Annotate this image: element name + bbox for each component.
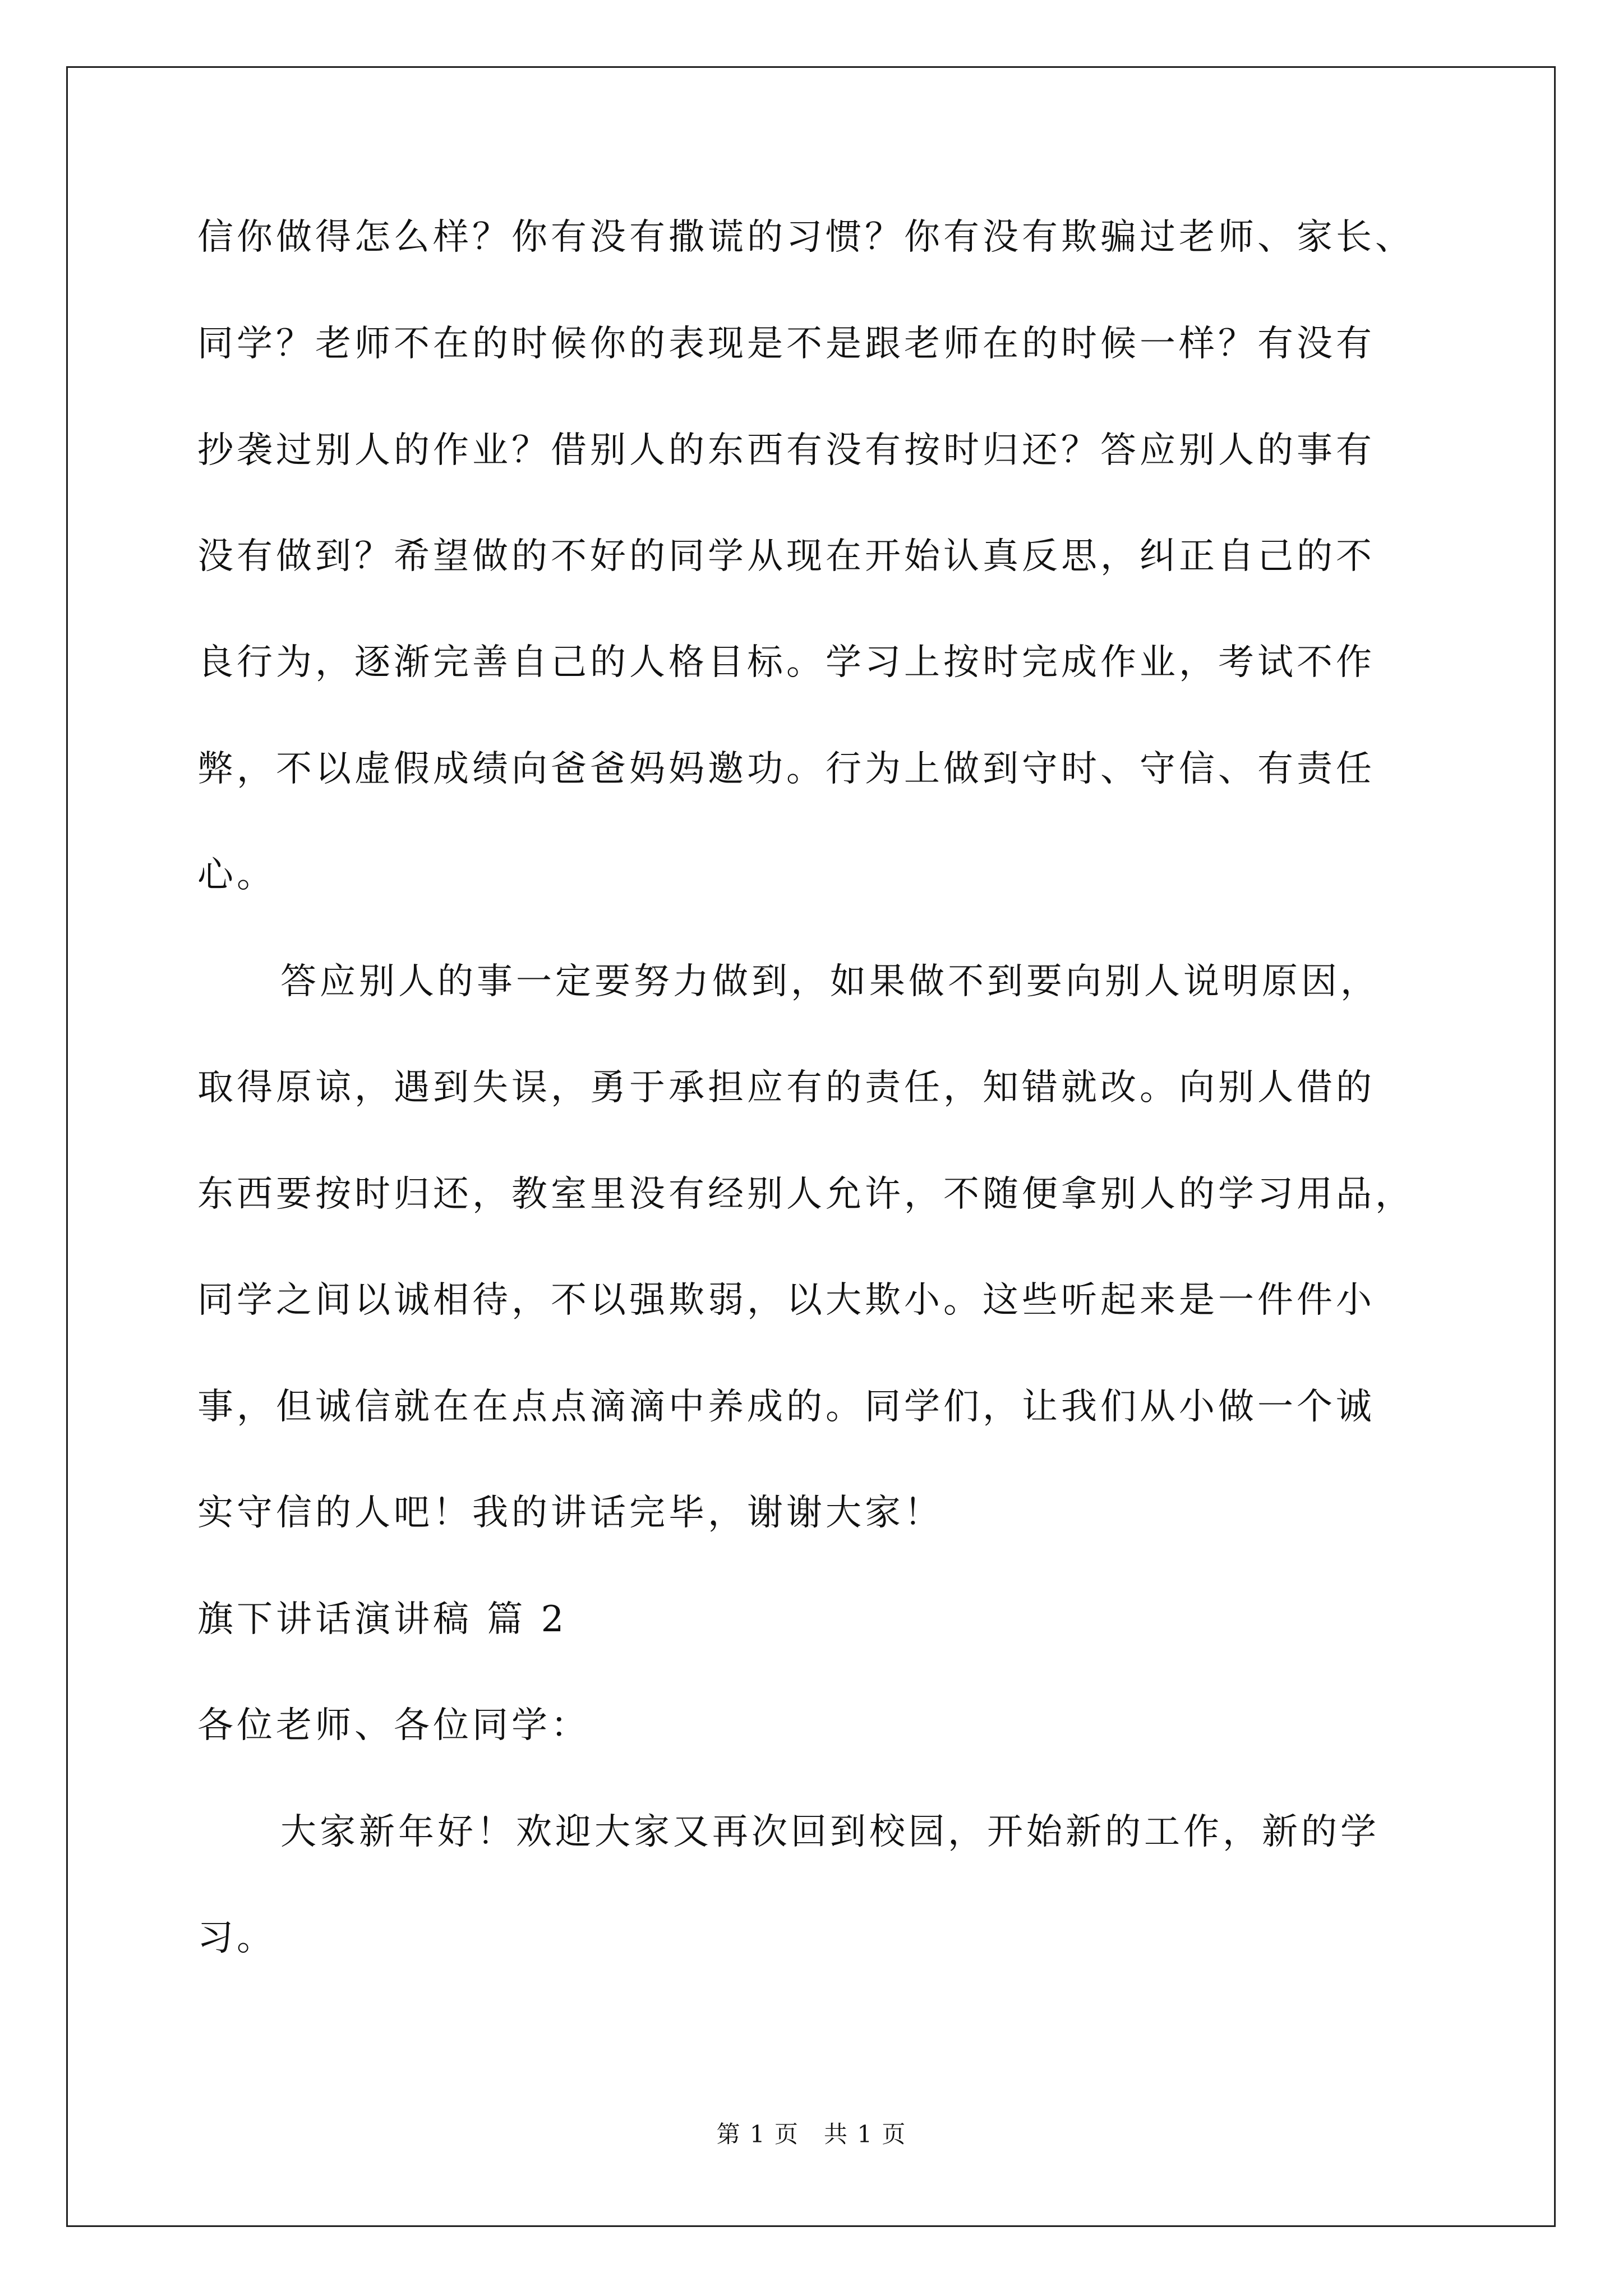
salutation: 各位老师、各位同学： — [197, 1705, 590, 1746]
text-line: 抄袭过别人的作业？借别人的东西有没有按时归还？答应别人的事有 — [197, 430, 1375, 471]
text-line: 答应别人的事一定要努力做到，如果做不到要向别人说明原因， — [280, 961, 1380, 1002]
text-line: 心。 — [197, 854, 276, 896]
text-line: 习。 — [197, 1917, 276, 1959]
section-heading: 旗下讲话演讲稿 篇 2 — [197, 1599, 568, 1640]
page-footer: 第 1 页 共 1 页 — [716, 2120, 907, 2148]
text-line: 信你做得怎么样？你有没有撒谎的习惯？你有没有欺骗过老师、家长、 — [197, 217, 1414, 258]
page-border — [66, 66, 1556, 2227]
text-line: 良行为，逐渐完善自己的人格目标。学习上按时完成作业，考试不作 — [197, 642, 1375, 683]
text-line: 实守信的人吧！我的讲话完毕，谢谢大家！ — [197, 1492, 943, 1534]
text-line: 东西要按时归还，教室里没有经别人允许，不随便拿别人的学习用品， — [197, 1174, 1414, 1215]
text-line: 事，但诚信就在在点点滴滴中养成的。同学们，让我们从小做一个诚 — [197, 1386, 1375, 1428]
text-line: 没有做到？希望做的不好的同学从现在开始认真反思，纠正自己的不 — [197, 536, 1375, 577]
text-line: 弊，不以虚假成绩向爸爸妈妈邀功。行为上做到守时、守信、有责任 — [197, 748, 1375, 790]
text-line: 同学之间以诚相待，不以强欺弱，以大欺小。这些听起来是一件件小 — [197, 1280, 1375, 1321]
text-line: 同学？老师不在的时候你的表现是不是跟老师在的时候一样？有没有 — [197, 323, 1375, 365]
text-line: 取得原谅，遇到失误，勇于承担应有的责任，知错就改。向别人借的 — [197, 1067, 1375, 1108]
text-line: 大家新年好！欢迎大家又再次回到校园，开始新的工作，新的学 — [280, 1811, 1380, 1853]
